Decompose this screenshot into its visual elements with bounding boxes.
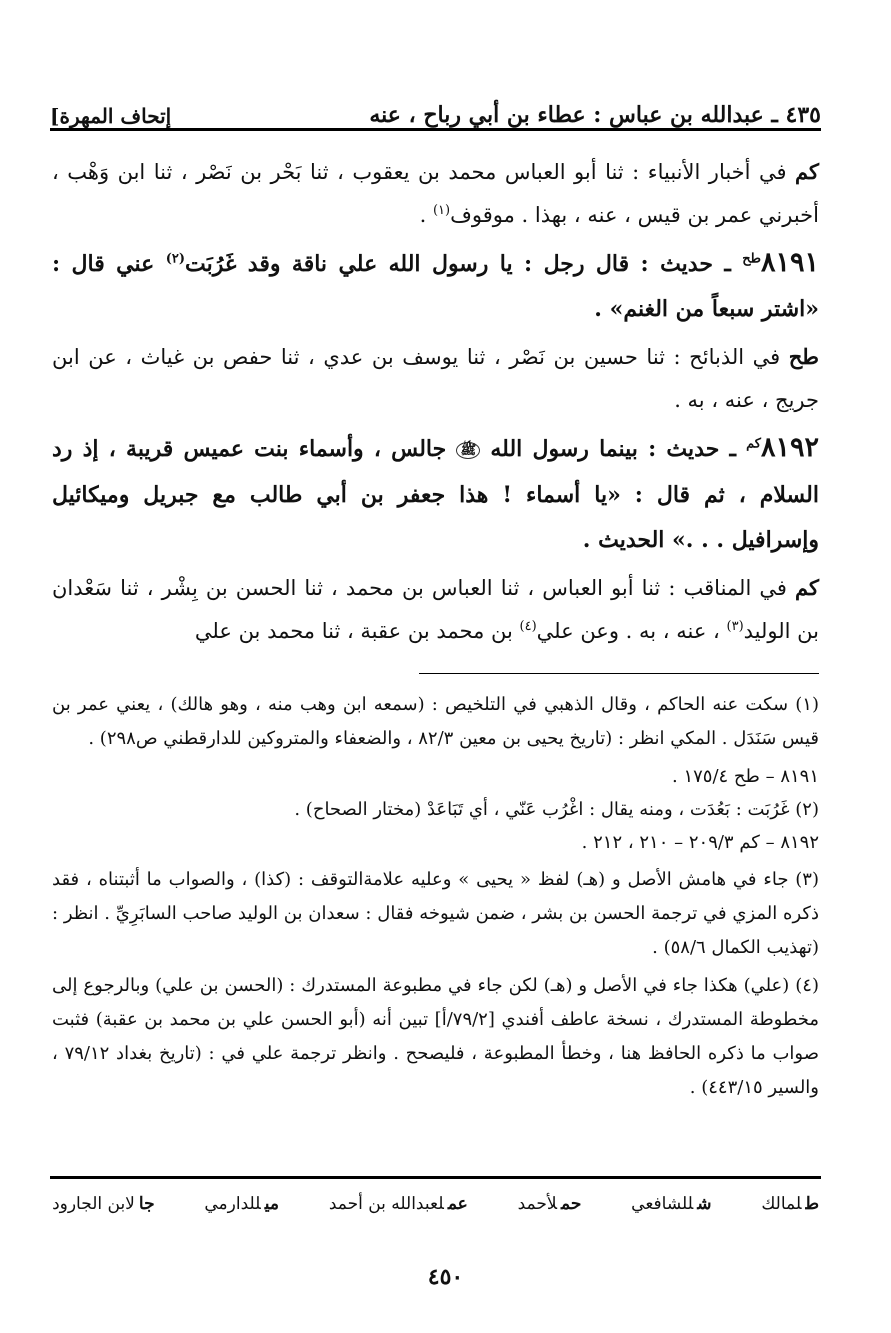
salawat-glyph: ﷺ [456, 442, 480, 459]
abbreviation-item: حملأحمد [517, 1194, 582, 1214]
hadith-text-cont: عني قال : «اشتر سبعاً من الغنم» . [52, 251, 819, 322]
paragraph-text-cont: ، عنه ، به . وعن علي [536, 618, 727, 643]
footnotes [52, 688, 819, 1109]
footnote-3: (٣) جاء في هامش الأصل و (هـ) لفظ « يحيى » وعليه علامةالتوقف : (كذا) ، والصواب ما أثبتناه ، فقد ذكره المزي في ترجمة الحسن بن بشر ، ضمن شيوخه فقال : سعدان بن الوليد صاحب السابَرِيِّ . انظر : (تهذيب الكمال ٥٨/٦) . [52, 869, 819, 958]
hadith-8192 [52, 425, 819, 563]
paragraph-end: . [419, 203, 433, 227]
main-text [52, 150, 819, 656]
abbreviation-item: عملعبدالله بن أحمد [328, 1194, 468, 1214]
paragraph-text: في الذبائح : ثنا حسين بن نَصْر ، ثنا يوسف بن عدي ، ثنا حفص بن غياث ، عن ابن جريج ، عنه ، به . [52, 345, 819, 412]
footnote-rule [419, 673, 819, 674]
footnote-ref: (٤) [519, 618, 537, 634]
hadith-text: ـ حديث : قال رجل : يا رسول الله علي ناقة وقد غَرُبَت [185, 251, 743, 277]
hadith-text-cont: جالس ، وأسماء بنت عميس قريبة ، إذ رد السلام ، ثم قال : «يا أسماء ! هذا جعفر بن أبي طالب مع جبريل وميكائيل وإسرافيل . . .» الحديث . [52, 436, 819, 553]
hadith-source-symbol: كم [746, 436, 761, 452]
hadith-number: ٨١٩٢ [761, 432, 820, 463]
footnote-4: (٤) (علي) هكذا جاء في الأصل و (هـ) لكن جاء في مطبوعة المستدرك : (الحسن بن علي) وبالرجوع إلى مخطوطة المستدرك ، نسخة عاطف أفندي [٧٩/٢/أ] تبين أنه (أبو الحسن علي بن محمد بن عقبة) فثبت صواب ما ذكره الحافظ هنا ، وخطأ المطبوعة ، فليصحح . وانظر ترجمة علي في : (تاريخ بغداد ٧٩/١٢ ، والسير ٤٤٣/١٥) . [52, 975, 819, 1098]
abbreviation-item: ميللدارمي [204, 1194, 280, 1214]
running-header [50, 82, 821, 128]
hadith-ref-8191: ٨١٩١ – طح ١٧٥/٤ . [672, 766, 819, 787]
abbreviation-item: طلمالك [761, 1194, 819, 1214]
abbreviations-key [52, 1194, 819, 1214]
footnote-1: (١) سكت عنه الحاكم ، وقال الذهبي في التلخيص : (سمعه ابن وهب منه ، وهو هالك) ، يعني عمر بن قيس سَنَدَل . المكي انظر : (تاريخ يحيى بن معين ٨٢/٣ ، والضعفاء والمتروكين للدارقطني ص٢٩٨) . [52, 694, 819, 749]
source-symbol: كم [795, 574, 819, 600]
footnote-ref: (١) [432, 203, 451, 218]
paragraph-text: في المناقب : ثنا أبو العباس ، ثنا العباس بن محمد ، ثنا الحسن بن بِشْر ، ثنا سَعْدان بن الوليد [52, 575, 819, 643]
hadith-8191 [52, 240, 819, 332]
footnote-2: (٢) غَرُبَت : بَعُدَت ، ومنه يقال : اغْرُب عَنّي ، أي تَبَاعَدْ (مختار الصحاح) . [294, 799, 819, 820]
paragraph-text: في أخبار الأنبياء : ثنا أبو العباس محمد بن يعقوب ، ثنا بَحْر بن نَصْر ، ثنا ابن وَهْب ، أخبرني عمر بن قيس ، عنه ، بهذا . موقوف [52, 160, 819, 227]
abbreviation-item: جالابن الجارود [52, 1194, 155, 1214]
abbreviations-rule [50, 1176, 821, 1179]
source-symbol: طح [788, 344, 819, 369]
page-number: ٤٥٠ [427, 1264, 464, 1290]
footnote-ref: (٢) [165, 251, 185, 267]
paragraph-kam-anbiya [52, 150, 819, 237]
header-book-title: [إتحاف المهرة [50, 104, 172, 128]
abbreviation-item: شللشافعي [631, 1194, 712, 1214]
hadith-source-symbol: طح [742, 251, 761, 267]
hadith-number: ٨١٩١ [760, 247, 819, 278]
hadith-text: ـ حديث : بينما رسول الله [480, 436, 747, 462]
header-rule [50, 128, 821, 131]
source-symbol: كم [795, 159, 819, 184]
footnote-ref: (٣) [726, 618, 744, 634]
paragraph-text-end: بن محمد بن عقبة ، ثنا محمد بن علي [194, 618, 520, 643]
paragraph-tah-dhabaih [52, 335, 819, 422]
header-title: ٤٣٥ ـ عبدالله بن عباس : عطاء بن أبي رباح ، عنه [369, 102, 821, 128]
hadith-ref-8192: ٨١٩٢ – كم ٢٠٩/٣ – ٢١٠ ، ٢١٢ . [581, 832, 819, 853]
paragraph-kam-manaqib [52, 566, 819, 653]
